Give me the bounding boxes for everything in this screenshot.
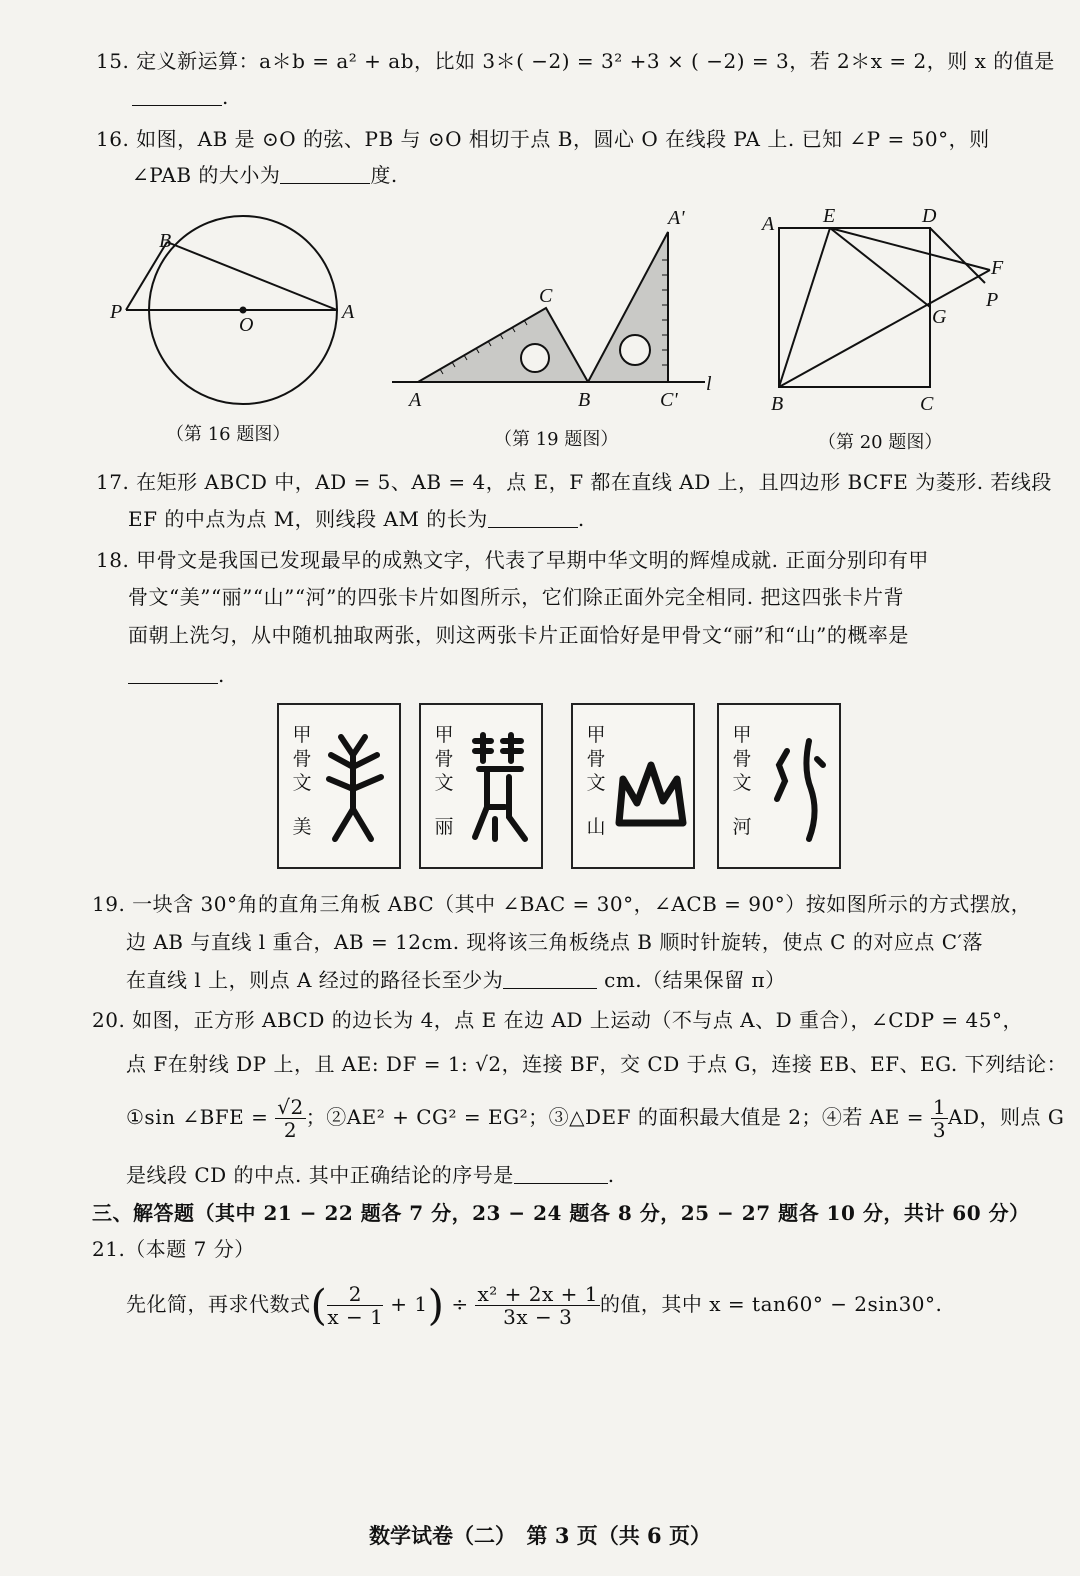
q20-c1-text: ①sin ∠BFE = xyxy=(126,1105,269,1129)
card-name: 丽 xyxy=(434,816,454,838)
q17-text-b: . xyxy=(577,507,585,531)
fraction-numerator: 2 xyxy=(327,1283,383,1306)
oracle-li-glyph xyxy=(465,727,537,847)
fraction-numerator: x² + 2x + 1 xyxy=(477,1282,598,1306)
q21-text-pre: 先化简，再求代数式 xyxy=(126,1292,311,1316)
right-paren: ) xyxy=(427,1280,445,1330)
fig19-caption: （第 19 题图） xyxy=(494,429,619,450)
q15-end: . xyxy=(222,85,229,109)
fig20-label-b: B xyxy=(771,393,784,415)
q21-text-post: 的值，其中 x = tan60° − 2sin30°. xyxy=(599,1292,943,1316)
fig16-label-b: B xyxy=(159,230,172,252)
fraction-numerator: √2 xyxy=(277,1095,304,1119)
q19-line2: 边 AB 与直线 l 重合，AB = 12cm. 现将该三角板绕点 B 顺时针旋转，使点 C 的对应点 C′落 xyxy=(126,930,984,954)
card-label: 甲骨文 xyxy=(586,724,606,794)
q20-blank[interactable] xyxy=(514,1161,608,1184)
fig19-label-c: C xyxy=(539,285,553,307)
q21-plus-one: + 1 xyxy=(390,1292,428,1316)
fig16-label-o: O xyxy=(239,314,254,336)
card-name: 美 xyxy=(292,816,312,838)
fig20-line-eg xyxy=(830,228,930,307)
card-name: 山 xyxy=(586,816,606,838)
q15-answer-line xyxy=(132,82,229,112)
section3-heading: 三、解答题（其中 21 − 22 题各 7 分，23 − 24 题各 8 分，25 − 27 题各 10 分，共计 60 分） xyxy=(92,1201,1030,1225)
fig16-label-p: P xyxy=(110,301,123,323)
fraction-numerator: 1 xyxy=(932,1095,947,1119)
fig20-label-d: D xyxy=(922,205,937,227)
fig19-label-l: l xyxy=(706,373,712,395)
fig20-label-e: E xyxy=(823,205,836,227)
q20-c4-text: AD，则点 G xyxy=(948,1105,1065,1129)
q18-blank[interactable] xyxy=(128,661,218,684)
fig16-line-pb xyxy=(126,242,167,310)
q20-conclusions xyxy=(126,1092,1064,1142)
fig19-hole-2 xyxy=(620,335,650,365)
q19-blank[interactable] xyxy=(503,966,597,989)
q19-text-b: cm.（结果保留 π） xyxy=(604,968,786,992)
q20-line1: 20. 如图，正方形 ABCD 的边长为 4，点 E 在边 AD 上运动（不与点 A、D 重合），∠CDP = 45°， xyxy=(92,1008,1023,1032)
fig19-hole-1 xyxy=(521,344,549,372)
fig19-label-a: A xyxy=(409,389,422,411)
fig20-label-g: G xyxy=(932,306,947,328)
fraction-denominator: 3 xyxy=(932,1118,947,1142)
fig20-caption: （第 20 题图） xyxy=(818,432,943,453)
q16-text-a: ∠PAB 的大小为 xyxy=(132,163,281,187)
left-paren: ( xyxy=(310,1280,328,1330)
fraction-denominator: 3x − 3 xyxy=(503,1305,573,1329)
q20-fraction-one-third xyxy=(931,1096,948,1141)
q21-heading: 21.（本题 7 分） xyxy=(92,1237,255,1261)
q21-divide: ÷ xyxy=(451,1292,469,1316)
q19-line1: 19. 一块含 30°角的直角三角板 ABC（其中 ∠BAC = 30°，∠ACB = 90°）按如图所示的方式摆放， xyxy=(92,892,1032,916)
q18-line3: 面朝上洗匀，从中随机抽取两张，则这两张卡片正面恰好是甲骨文“丽”和“山”的概率是 xyxy=(128,623,909,647)
q20-text-b: . xyxy=(607,1163,615,1187)
q20-line4 xyxy=(126,1160,615,1190)
q19-text-a: 在直线 l 上，则点 A 经过的路径长至少为 xyxy=(126,968,504,992)
fig19-diagram xyxy=(392,232,705,382)
fig16-label-a: A xyxy=(342,301,355,323)
q18-end: . xyxy=(218,663,225,687)
q16-text-b: 度. xyxy=(370,163,398,187)
q17-blank[interactable] xyxy=(488,505,578,528)
q15-line1: 15. 定义新运算：a＊b = a² + ab，比如 3＊( −2) = 3² +3 × ( −2) = 3，若 2＊x = 2，则 x 的值是 xyxy=(96,49,1055,73)
fig19-label-b: B xyxy=(578,389,591,411)
oracle-he-glyph xyxy=(765,729,835,849)
q15-blank[interactable] xyxy=(132,83,222,106)
fig19-triangle-abc xyxy=(418,308,588,382)
q16-line2 xyxy=(132,160,398,190)
q19-line3 xyxy=(126,965,786,995)
q17-line1: 17. 在矩形 ABCD 中，AD = 5、AB = 4，点 E，F 都在直线 AD 上，且四边形 BCFE 为菱形. 若线段 xyxy=(96,470,1052,494)
fig20-diagram xyxy=(779,228,990,387)
q16-blank[interactable] xyxy=(280,161,370,184)
oracle-mei-glyph xyxy=(319,727,391,847)
fig16-caption: （第 16 题图） xyxy=(166,424,291,445)
fig20-label-p: P xyxy=(986,289,999,311)
card-name: 河 xyxy=(732,816,752,838)
figures-row xyxy=(0,190,1080,420)
q18-line1: 18. 甲骨文是我国已发现最早的成熟文字，代表了早期中华文明的辉煌成就. 正面分别印有甲 xyxy=(96,548,929,572)
card-he xyxy=(717,703,841,869)
q20-fraction-root2-over-2 xyxy=(275,1096,305,1141)
fig19-label-c-prime: C' xyxy=(660,389,678,411)
card-li xyxy=(419,703,543,869)
q21-fraction-2 xyxy=(475,1283,599,1328)
card-label: 甲骨文 xyxy=(292,724,312,794)
q21-expression xyxy=(126,1276,942,1334)
q18-line2: 骨文“美”“丽”“山”“河”的四张卡片如图所示，它们除正面外完全相同. 把这四张卡片背 xyxy=(128,585,905,609)
card-mei xyxy=(277,703,401,869)
fig16-diagram xyxy=(126,216,337,404)
page-footer: 数学试卷（二） 第 3 页（共 6 页） xyxy=(369,1523,711,1548)
q20-line2: 点 F在射线 DP 上，且 AE: DF = 1: √2，连接 BF，交 CD 于点 G，连接 EB、EF、EG. 下列结论： xyxy=(126,1052,1068,1076)
fig20-label-c: C xyxy=(920,393,934,415)
q17-text-a: EF 的中点为点 M，则线段 AM 的长为 xyxy=(128,507,488,531)
card-shan xyxy=(571,703,695,869)
q20-text-a: 是线段 CD 的中点. 其中正确结论的序号是 xyxy=(126,1163,514,1187)
card-label: 甲骨文 xyxy=(732,724,752,794)
fig16-center-dot xyxy=(241,308,246,313)
fig19-label-a-prime: A' xyxy=(668,207,685,229)
fraction-denominator: 2 xyxy=(283,1118,298,1142)
q17-line2 xyxy=(128,504,585,534)
fraction-denominator: x − 1 xyxy=(327,1305,384,1329)
oracle-shan-glyph xyxy=(613,757,689,829)
q21-fraction-1 xyxy=(327,1283,383,1328)
q20-c2-c3-text: ；②AE² + CG² = EG²；③△DEF 的面积最大值是 2；④若 AE = xyxy=(305,1105,924,1129)
fig16-line-ab xyxy=(167,242,337,310)
q18-answer-line xyxy=(128,660,225,690)
fig20-square xyxy=(779,228,930,387)
fig20-label-a: A xyxy=(762,213,775,235)
fig20-label-f: F xyxy=(991,257,1004,279)
q16-line1: 16. 如图，AB 是 ⊙O 的弦、PB 与 ⊙O 相切于点 B，圆心 O 在线段 PA 上. 已知 ∠P = 50°，则 xyxy=(96,127,990,151)
card-label: 甲骨文 xyxy=(434,724,454,794)
